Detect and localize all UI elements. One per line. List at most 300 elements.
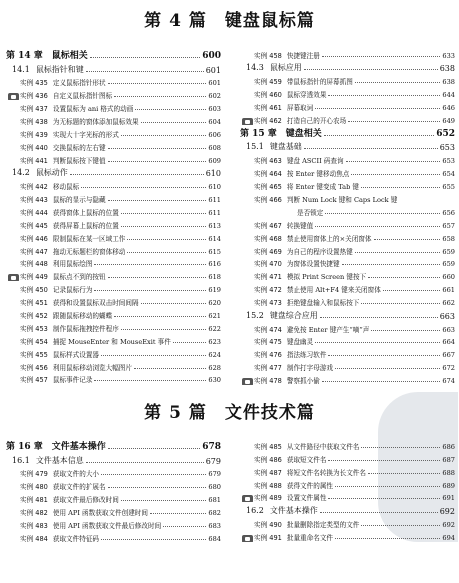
page-number: 659 xyxy=(442,247,455,256)
toc-entry[interactable] xyxy=(240,334,455,347)
leader-dots xyxy=(134,368,206,369)
leader-dots xyxy=(121,135,207,136)
toc-entry[interactable] xyxy=(6,256,221,269)
toc-entry[interactable] xyxy=(6,491,221,504)
leader-dots xyxy=(101,539,206,540)
page-number: 614 xyxy=(208,234,221,243)
toc-entry[interactable] xyxy=(6,504,221,517)
leader-dots xyxy=(304,69,438,70)
entry-title: 获取文件的扩展名 xyxy=(52,483,106,492)
example-number: 实例 461 xyxy=(254,104,282,113)
example-number: 实例 443 xyxy=(20,196,48,205)
entry-title: 带鼠标指针的屏幕抓图 xyxy=(286,78,353,87)
part-4-left-column xyxy=(6,47,221,384)
page-number: 667 xyxy=(442,351,455,360)
toc-entry[interactable] xyxy=(240,217,455,230)
entry-title: 为自己的程序设置热键 xyxy=(286,247,353,256)
page-number: 680 xyxy=(208,483,221,492)
leader-dots xyxy=(328,355,440,356)
leader-dots xyxy=(320,317,438,318)
entry-title: 判断鼠标按下键值 xyxy=(52,156,106,165)
leader-dots xyxy=(86,71,204,72)
toc-section[interactable] xyxy=(240,139,455,153)
leader-dots xyxy=(355,252,441,253)
leader-dots xyxy=(127,252,206,253)
page-number: 613 xyxy=(208,221,221,230)
page-number: 662 xyxy=(442,299,455,308)
example-number: 实例 449 xyxy=(20,273,48,282)
entry-title: 从文件路径中获取文件名 xyxy=(286,442,360,451)
example-number: 实例 490 xyxy=(254,520,282,529)
page-number: 694 xyxy=(442,533,455,542)
leader-dots xyxy=(70,174,204,175)
page-number: 691 xyxy=(442,494,455,503)
entry-title: 为窗体设置快捷键 xyxy=(286,260,340,269)
entry-title: 获得窗体上鼠标的位置 xyxy=(52,208,119,217)
page-number: 615 xyxy=(208,247,221,256)
entry-title: 警察抓小偷 xyxy=(286,377,320,386)
section-number: 14.3 xyxy=(246,63,264,73)
toc-entry[interactable] xyxy=(6,87,221,100)
example-number: 实例 479 xyxy=(20,470,48,479)
page-number: 646 xyxy=(442,104,455,113)
toc-entry[interactable] xyxy=(6,346,221,359)
page-number: 689 xyxy=(442,481,455,490)
example-number: 实例 473 xyxy=(254,299,282,308)
page-number: 623 xyxy=(208,337,221,346)
example-number: 实例 486 xyxy=(254,455,282,464)
page-number: 692 xyxy=(442,520,455,529)
toc-section[interactable] xyxy=(240,60,455,74)
page-number: 682 xyxy=(208,509,221,518)
toc-chapter[interactable] xyxy=(6,438,221,452)
page-number: 630 xyxy=(208,376,221,385)
entry-title: 获取短文件名 xyxy=(286,455,327,464)
example-number: 实例 445 xyxy=(20,221,48,230)
leader-dots xyxy=(342,264,441,265)
toc-entry[interactable] xyxy=(6,268,221,281)
page-number: 681 xyxy=(208,496,221,505)
example-number: 实例 442 xyxy=(20,183,48,192)
leader-dots xyxy=(114,96,206,97)
page-number: 638 xyxy=(442,78,455,87)
toc-entry[interactable] xyxy=(6,294,221,307)
example-number: 实例 474 xyxy=(254,325,282,334)
example-number: 实例 459 xyxy=(254,78,282,87)
page-number: 658 xyxy=(442,234,455,243)
example-number: 实例 476 xyxy=(254,351,282,360)
example-number: 实例 470 xyxy=(254,260,282,269)
entry-title: 屏幕取词 xyxy=(286,104,314,113)
toc-entry[interactable] xyxy=(240,152,455,165)
entry-title: 交换鼠标的左右键 xyxy=(52,143,106,152)
entry-title: 转换键值 xyxy=(286,221,314,230)
example-number: 实例 454 xyxy=(20,337,48,346)
leader-dots xyxy=(108,148,207,149)
leader-dots xyxy=(371,330,440,331)
leader-dots xyxy=(361,303,440,304)
entry-title: 自定义鼠标指针图标 xyxy=(52,92,113,101)
toc-entry[interactable] xyxy=(240,438,455,451)
entry-title: 获取文件特征码 xyxy=(52,534,100,543)
toc-entry[interactable] xyxy=(240,372,455,385)
section-number: 14.1 xyxy=(12,64,30,74)
entry-title: 第 15 章 键盘相关 xyxy=(240,128,322,139)
leader-dots xyxy=(368,473,440,474)
toc-section[interactable] xyxy=(240,502,455,516)
part-5-right-column xyxy=(240,438,455,542)
toc-entry[interactable] xyxy=(240,359,455,372)
toc-entry[interactable] xyxy=(6,100,221,113)
page-number: 621 xyxy=(208,312,221,321)
page-number: 663 xyxy=(442,325,455,334)
example-number: 实例 441 xyxy=(20,156,48,165)
page-number: 653 xyxy=(442,157,455,166)
page-number: 686 xyxy=(442,442,455,451)
toc-entry[interactable] xyxy=(6,333,221,346)
entry-title: 捕捉 MouseEnter 和 MouseExit 事件 xyxy=(52,337,171,346)
leader-dots xyxy=(141,122,207,123)
example-number: 实例 463 xyxy=(254,157,282,166)
toc-entry[interactable] xyxy=(6,217,221,230)
page-number: 618 xyxy=(208,273,221,282)
toc-entry[interactable] xyxy=(6,478,221,491)
toc-entry[interactable] xyxy=(6,243,221,256)
entry-title: 文件基本信息 xyxy=(35,455,84,465)
toc-entry[interactable] xyxy=(6,517,221,530)
toc-entry[interactable] xyxy=(6,372,221,385)
example-number: 实例 475 xyxy=(254,338,282,347)
example-number: 实例 444 xyxy=(20,208,48,217)
page-number: 684 xyxy=(208,534,221,543)
example-number: 实例 450 xyxy=(20,286,48,295)
leader-dots xyxy=(94,264,206,265)
section-number: 15.2 xyxy=(246,310,264,320)
entry-title: 打造自己的开心农场 xyxy=(286,116,347,125)
leader-dots xyxy=(108,487,207,488)
toc-entry[interactable] xyxy=(240,73,455,86)
example-number: 实例 458 xyxy=(254,51,282,60)
page-number: 654 xyxy=(442,170,455,179)
example-number: 实例 453 xyxy=(20,324,48,333)
toc-entry[interactable] xyxy=(6,230,221,243)
leader-dots xyxy=(368,277,440,278)
page-number: 661 xyxy=(442,286,455,295)
leader-dots xyxy=(108,83,207,84)
page-number: 672 xyxy=(442,364,455,373)
page-number: 622 xyxy=(208,324,221,333)
page-number: 616 xyxy=(208,260,221,269)
leader-dots xyxy=(90,57,200,58)
toc-chapter[interactable] xyxy=(6,47,221,61)
toc-entry[interactable] xyxy=(6,191,221,204)
entry-title: 按 Enter 键移动焦点 xyxy=(286,170,350,179)
example-number: 实例 448 xyxy=(20,260,48,269)
leader-dots xyxy=(121,226,207,227)
entry-title: 鼠标动作 xyxy=(35,168,68,178)
page-number: 600 xyxy=(202,51,221,61)
section-number: 16.1 xyxy=(12,455,30,465)
entry-title: 鼠标点不到的按钮 xyxy=(52,273,106,282)
example-number: 实例 464 xyxy=(254,170,282,179)
video-badge-icon xyxy=(242,118,253,125)
entry-title: 批量重命名文件 xyxy=(286,533,334,542)
section-number: 15.1 xyxy=(246,142,264,152)
page-number: 678 xyxy=(202,442,221,452)
entry-title: 利用鼠标移动浏览大幅图片 xyxy=(52,363,132,372)
entry-title: 键盘幽灵 xyxy=(286,338,314,347)
entry-title: 设置鼠标为 ani 格式的动画 xyxy=(52,105,134,114)
toc-entry[interactable] xyxy=(6,75,221,88)
leader-dots xyxy=(121,329,207,330)
example-number: 实例 451 xyxy=(20,299,48,308)
page-number: 653 xyxy=(439,143,455,153)
page-number: 679 xyxy=(205,456,221,466)
page-number: 656 xyxy=(442,208,455,217)
toc-entry[interactable] xyxy=(6,152,221,165)
entry-title: 键盘基础 xyxy=(269,142,302,152)
example-number: 实例 452 xyxy=(20,312,48,321)
page-number: 606 xyxy=(208,130,221,139)
leader-dots xyxy=(322,56,441,57)
toc-section[interactable] xyxy=(6,452,221,466)
entry-title: 记录鼠标行为 xyxy=(52,286,93,295)
toc-entry[interactable] xyxy=(6,139,221,152)
example-number: 实例 468 xyxy=(254,234,282,243)
page-number: 659 xyxy=(442,260,455,269)
video-badge-icon xyxy=(242,495,253,502)
leader-dots xyxy=(94,380,206,381)
leader-dots xyxy=(315,108,440,109)
toc-entry[interactable] xyxy=(240,529,455,542)
video-badge-icon xyxy=(8,274,19,281)
toc-entry[interactable] xyxy=(240,243,455,256)
leader-dots xyxy=(141,303,207,304)
leader-dots xyxy=(320,512,438,513)
example-number: 实例 491 xyxy=(254,533,282,542)
page-number: 610 xyxy=(208,183,221,192)
entry-title: 指法练习软件 xyxy=(286,351,327,360)
entry-title: 第 16 章 文件基本操作 xyxy=(6,442,106,452)
leader-dots xyxy=(114,316,206,317)
entry-title: 获得和设置鼠标双击时间间隔 xyxy=(52,299,139,308)
toc-entry[interactable] xyxy=(240,112,455,125)
toc-entry[interactable] xyxy=(6,126,221,139)
leader-dots xyxy=(335,486,440,487)
toc-entry[interactable] xyxy=(240,178,455,191)
leader-dots xyxy=(335,368,440,369)
example-number: 实例 482 xyxy=(20,509,48,518)
example-number: 实例 462 xyxy=(254,116,282,125)
toc-chapter[interactable] xyxy=(240,125,455,139)
toc-entry[interactable] xyxy=(240,86,455,99)
leader-dots xyxy=(101,474,206,475)
toc-entry[interactable] xyxy=(240,451,455,464)
entry-title: 键盘综合应用 xyxy=(269,310,318,320)
example-number: 实例 488 xyxy=(254,481,282,490)
page-number: 683 xyxy=(208,521,221,530)
leader-dots xyxy=(108,161,207,162)
toc-entry[interactable] xyxy=(240,268,455,281)
leader-dots xyxy=(324,135,434,136)
leader-dots xyxy=(94,290,206,291)
toc-entry[interactable] xyxy=(240,47,455,60)
page-number: 601 xyxy=(208,79,221,88)
toc-entry[interactable] xyxy=(6,113,221,126)
entry-title: 鼠标穿透效果 xyxy=(286,91,327,100)
entry-title: 设置文件属性 xyxy=(286,494,327,503)
leader-dots xyxy=(173,342,207,343)
entry-title: 制作打字母游戏 xyxy=(286,364,334,373)
example-number: 实例 487 xyxy=(254,468,282,477)
leader-dots xyxy=(328,460,440,461)
toc-entry[interactable] xyxy=(6,281,221,294)
leader-dots xyxy=(101,355,206,356)
toc-entry[interactable] xyxy=(6,320,221,333)
entry-title: 为无标题的窗体添加鼠标效果 xyxy=(52,118,139,127)
page-number: 638 xyxy=(439,64,455,74)
page-number: 688 xyxy=(442,468,455,477)
leader-dots xyxy=(361,447,440,448)
toc-entry[interactable] xyxy=(240,477,455,490)
example-number: 实例 469 xyxy=(254,247,282,256)
toc-entry[interactable] xyxy=(6,359,221,372)
entry-title: 鼠标应用 xyxy=(269,63,302,73)
entry-title: 获取文件最后修改时间 xyxy=(52,496,119,505)
toc-entry[interactable] xyxy=(6,178,221,191)
entry-title: 避免按 Enter 键产生“嘀”声 xyxy=(286,325,370,334)
example-number: 实例 483 xyxy=(20,521,48,530)
toc-entry[interactable] xyxy=(6,307,221,320)
page-number: 663 xyxy=(439,311,455,321)
example-number: 实例 456 xyxy=(20,363,48,372)
entry-title: 将 Enter 键变成 Tab 键 xyxy=(286,183,360,192)
entry-title: 移动鼠标 xyxy=(52,183,80,192)
toc-entry[interactable] xyxy=(240,516,455,529)
example-number: 实例 436 xyxy=(20,92,48,101)
toc-entry[interactable] xyxy=(240,204,455,217)
leader-dots xyxy=(81,187,206,188)
part-5-title: 第 5 篇 文件技术篇 xyxy=(144,403,315,423)
example-number: 实例 466 xyxy=(254,196,282,205)
entry-title: 批量删除指定类型的文件 xyxy=(286,520,360,529)
toc-entry[interactable] xyxy=(240,490,455,503)
page-number: 664 xyxy=(442,338,455,347)
leader-dots xyxy=(361,187,440,188)
page-number: 611 xyxy=(208,208,221,217)
section-number: 14.2 xyxy=(12,168,30,178)
leader-dots xyxy=(108,200,207,201)
page-number: 633 xyxy=(442,51,455,60)
part-4-title: 第 4 篇 键盘鼠标篇 xyxy=(144,11,315,31)
example-number: 实例 484 xyxy=(20,534,48,543)
page-number: 655 xyxy=(442,183,455,192)
example-number: 实例 467 xyxy=(254,221,282,230)
toc-entry[interactable] xyxy=(240,281,455,294)
entry-title: 鼠标的显示与隐藏 xyxy=(52,196,106,205)
entry-title: 文件基本操作 xyxy=(269,505,318,515)
entry-title: 跟随鼠标移动的蝴蝶 xyxy=(52,312,113,321)
toc-entry[interactable] xyxy=(240,191,455,204)
entry-title: 使用 API 函数获取文件创建时间 xyxy=(52,509,148,518)
toc-entry[interactable] xyxy=(6,204,221,217)
toc-entry[interactable] xyxy=(240,464,455,477)
example-number: 实例 485 xyxy=(254,442,282,451)
example-number: 实例 480 xyxy=(20,483,48,492)
toc-entry[interactable] xyxy=(240,321,455,334)
leader-dots xyxy=(163,526,206,527)
example-number: 实例 447 xyxy=(20,247,48,256)
toc-entry[interactable] xyxy=(240,99,455,112)
toc-entry[interactable] xyxy=(6,466,221,479)
toc-section[interactable] xyxy=(240,307,455,321)
entry-title: 鼠标事件记录 xyxy=(52,376,93,385)
example-number: 实例 460 xyxy=(254,91,282,100)
page-number: 610 xyxy=(205,169,221,179)
leader-dots xyxy=(335,538,440,539)
video-badge-icon xyxy=(242,378,253,385)
leader-dots xyxy=(121,500,207,501)
toc-section[interactable] xyxy=(6,165,221,179)
leader-dots xyxy=(304,148,438,149)
page-number: 649 xyxy=(442,116,455,125)
page-number: 619 xyxy=(208,286,221,295)
leader-dots xyxy=(121,213,207,214)
example-number: 实例 438 xyxy=(20,118,48,127)
example-number: 实例 489 xyxy=(254,494,282,503)
example-number: 实例 477 xyxy=(254,364,282,373)
toc-entry[interactable] xyxy=(240,165,455,178)
toc-section[interactable] xyxy=(6,61,221,75)
leader-dots xyxy=(150,513,206,514)
entry-title: 获得文件的属性 xyxy=(286,481,334,490)
entry-title: 将短文件名转换为长文件名 xyxy=(286,468,366,477)
page-number: 692 xyxy=(439,506,455,516)
example-number: 实例 471 xyxy=(254,273,282,282)
leader-dots xyxy=(127,239,206,240)
example-number: 实例 472 xyxy=(254,286,282,295)
example-number: 实例 478 xyxy=(254,377,282,386)
leader-dots xyxy=(374,239,441,240)
example-number: 实例 457 xyxy=(20,376,48,385)
leader-dots xyxy=(322,381,441,382)
toc-entry[interactable] xyxy=(240,256,455,269)
page-number: 609 xyxy=(208,156,221,165)
page-number: 679 xyxy=(208,470,221,479)
entry-title: 拖动无标题栏的窗体移动 xyxy=(52,247,126,256)
entry-title: 键盘 ASCII 码查询 xyxy=(286,157,344,166)
leader-dots xyxy=(315,226,440,227)
entry-title: 判断 Num Lock 键和 Caps Lock 键 xyxy=(286,196,398,205)
toc-entry[interactable] xyxy=(240,230,455,243)
page-number: 657 xyxy=(442,221,455,230)
page-number: 628 xyxy=(208,363,221,372)
toc-entry[interactable] xyxy=(240,346,455,359)
example-number: 实例 465 xyxy=(254,183,282,192)
page-number: 687 xyxy=(442,455,455,464)
page-number: 644 xyxy=(442,91,455,100)
toc-entry[interactable] xyxy=(240,294,455,307)
entry-title: 实现大十字光标的形式 xyxy=(52,130,119,139)
leader-dots xyxy=(315,342,440,343)
entry-title: 使用 API 函数获取文件最后修改时间 xyxy=(52,521,162,530)
toc-entry[interactable] xyxy=(6,530,221,543)
page-number: 602 xyxy=(208,92,221,101)
entry-title: 获取文件的大小 xyxy=(52,470,100,479)
leader-dots xyxy=(355,82,441,83)
example-number: 实例 455 xyxy=(20,350,48,359)
page-number: 603 xyxy=(208,105,221,114)
